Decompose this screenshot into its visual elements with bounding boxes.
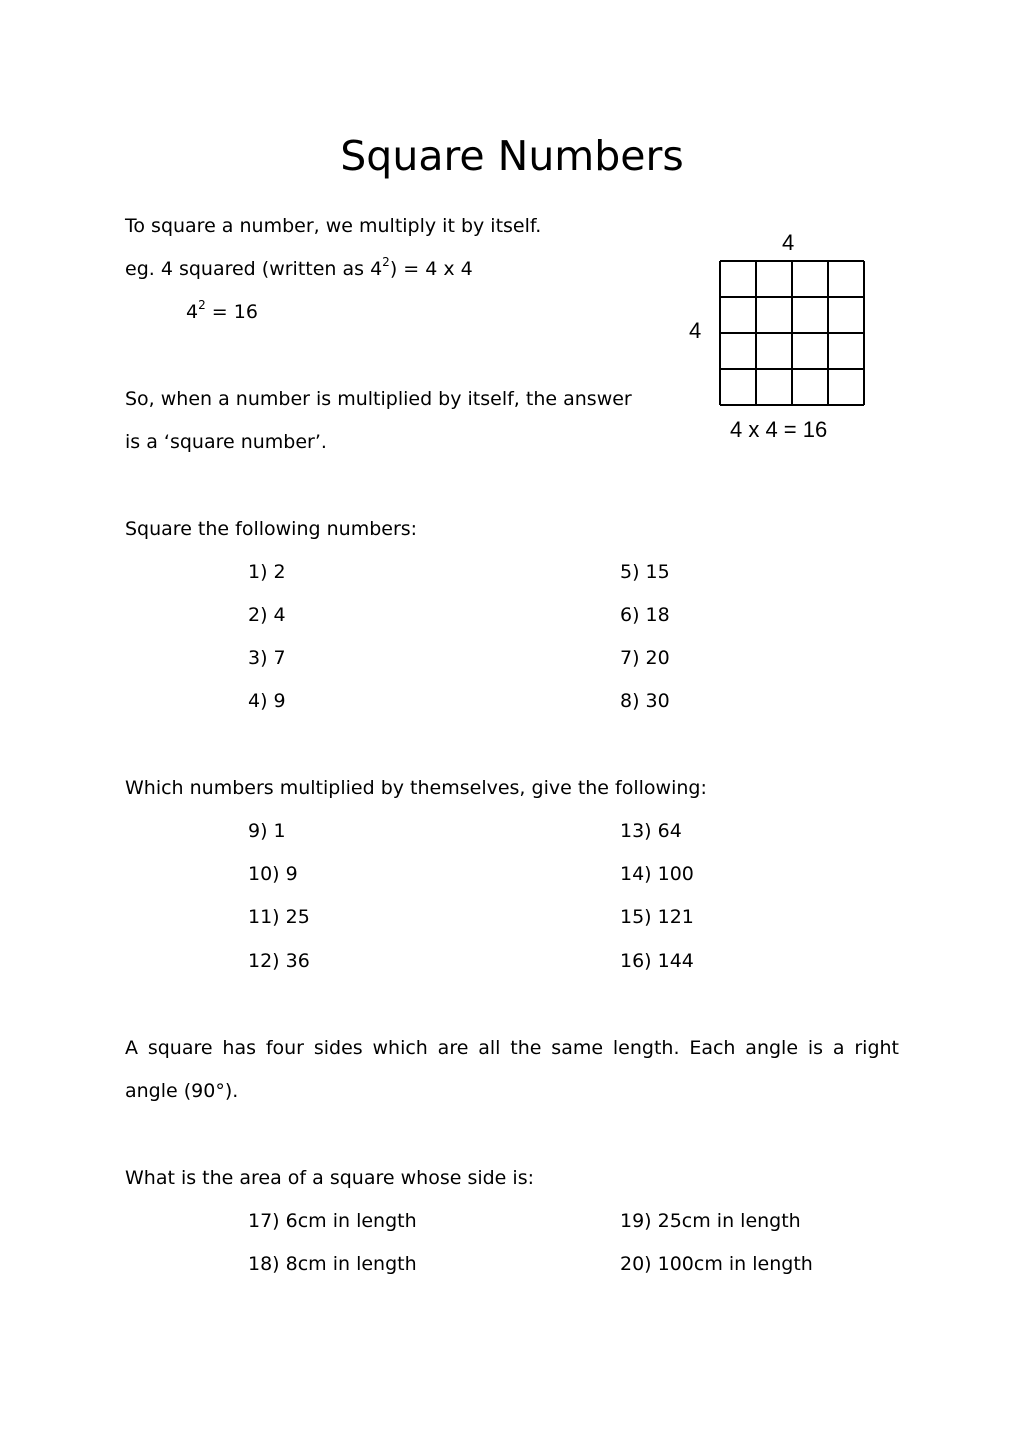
- question-13: 13) 64: [620, 820, 682, 842]
- square-number-explanation-1: So, when a number is multiplied by itself, the answer: [125, 388, 632, 410]
- square-fact-line-2: angle (90°).: [125, 1080, 239, 1102]
- result-base: 4: [186, 301, 199, 323]
- question-16: 16) 144: [620, 950, 694, 972]
- grid-caption: 4 x 4 = 16: [730, 417, 828, 442]
- square-fact-line-1: A square has four sides which are all the same length. Each angle is a right: [125, 1037, 899, 1059]
- question-9: 9) 1: [248, 820, 286, 842]
- question-2: 2) 4: [248, 604, 286, 626]
- section1-heading: Square the following numbers:: [125, 518, 418, 540]
- example-result: [186, 299, 258, 325]
- example-prefix: eg. 4 squared (written as 4: [125, 258, 383, 280]
- question-7: 7) 20: [620, 647, 670, 669]
- question-20: 20) 100cm in length: [620, 1253, 813, 1275]
- question-11: 11) 25: [248, 906, 310, 928]
- result-suffix: = 16: [205, 301, 258, 323]
- question-18: 18) 8cm in length: [248, 1253, 417, 1275]
- square-number-explanation-2: is a ‘square number’.: [125, 431, 327, 453]
- grid-top-label: 4: [782, 230, 795, 255]
- question-3: 3) 7: [248, 647, 286, 669]
- result-superscript: 2: [198, 297, 206, 312]
- question-15: 15) 121: [620, 906, 694, 928]
- question-8: 8) 30: [620, 690, 670, 712]
- question-12: 12) 36: [248, 950, 310, 972]
- section3-heading: What is the area of a square whose side is:: [125, 1167, 534, 1189]
- question-6: 6) 18: [620, 604, 670, 626]
- example-suffix: ) = 4 x 4: [389, 258, 473, 280]
- example-line: [125, 256, 473, 282]
- question-19: 19) 25cm in length: [620, 1210, 801, 1232]
- question-17: 17) 6cm in length: [248, 1210, 417, 1232]
- section2-heading: Which numbers multiplied by themselves, give the following:: [125, 777, 707, 799]
- question-5: 5) 15: [620, 561, 670, 583]
- example-superscript: 2: [382, 254, 390, 269]
- question-10: 10) 9: [248, 863, 298, 885]
- grid-side-label: 4: [689, 318, 702, 343]
- question-14: 14) 100: [620, 863, 694, 885]
- question-4: 4) 9: [248, 690, 286, 712]
- question-1: 1) 2: [248, 561, 286, 583]
- square-grid-diagram: [719, 260, 865, 406]
- intro-line: To square a number, we multiply it by itself.: [125, 215, 542, 237]
- page-title: Square Numbers: [340, 132, 684, 180]
